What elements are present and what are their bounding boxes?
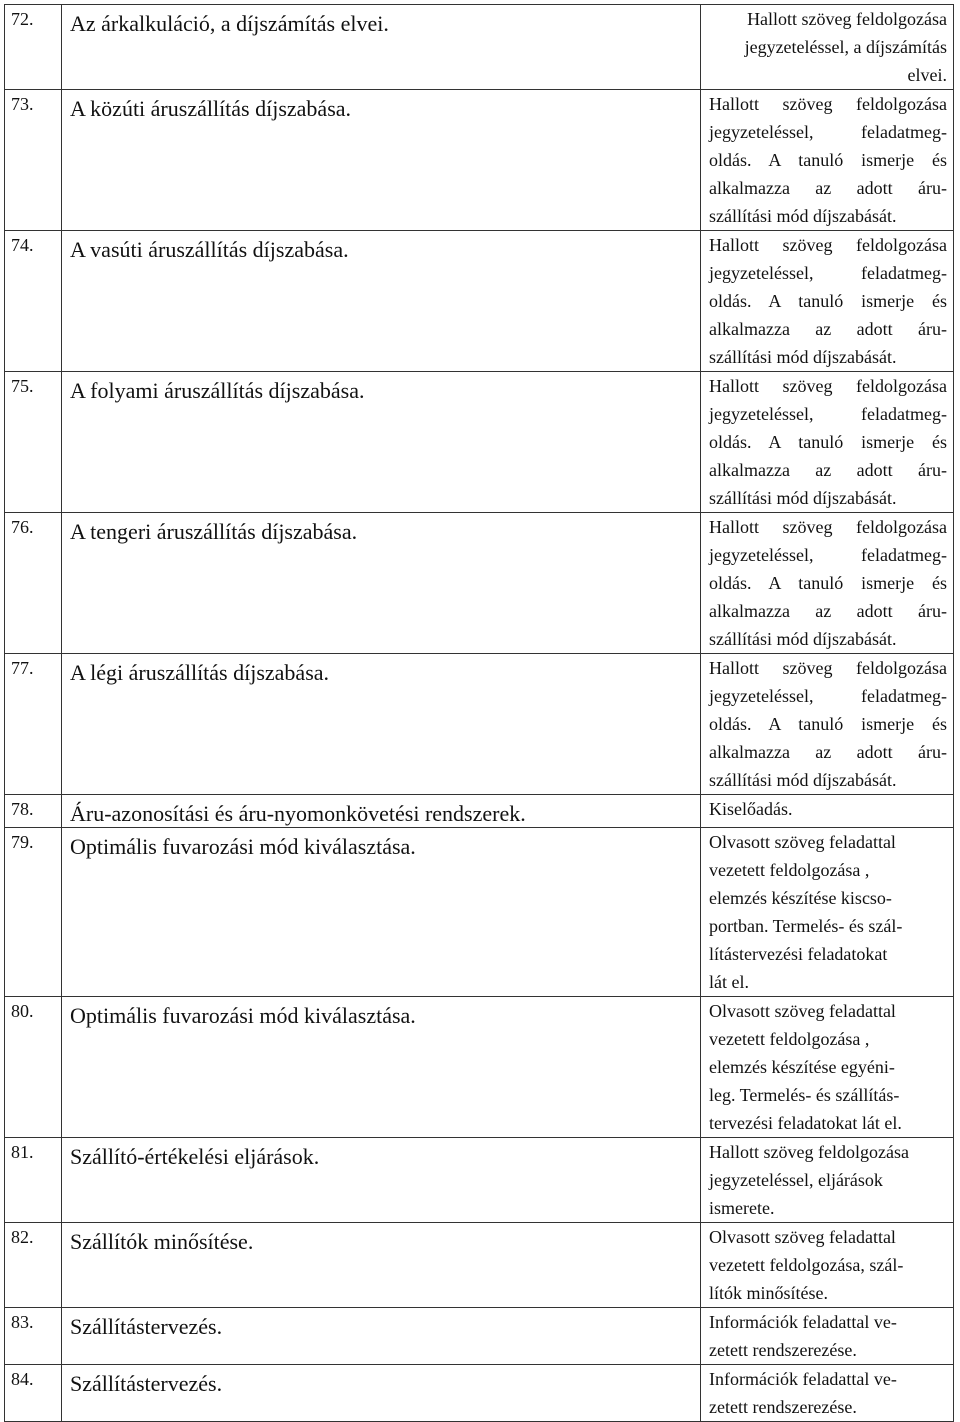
method-line: jegyzeteléssel, feladatmeg- — [709, 686, 947, 706]
row-number: 72. — [5, 5, 62, 90]
method-line: vezetett feldolgozása , — [709, 1029, 870, 1049]
row-number: 73. — [5, 90, 62, 231]
row-number: 75. — [5, 372, 62, 513]
row-method — [701, 5, 954, 90]
table-row — [5, 828, 954, 997]
row-topic: Szállítók minősítése. — [62, 1223, 701, 1308]
method-line: alkalmazza az adott áru- — [709, 178, 947, 198]
method-line: ismerete. — [709, 1198, 775, 1218]
method-line: alkalmazza az adott áru- — [709, 319, 947, 339]
row-topic: Szállítástervezés. — [62, 1308, 701, 1365]
method-line: lát el. — [709, 972, 749, 992]
curriculum-table — [4, 4, 954, 1422]
row-topic: Szállítástervezés. — [62, 1365, 701, 1422]
table-row — [5, 1223, 954, 1308]
table-row — [5, 513, 954, 654]
table-row — [5, 231, 954, 372]
method-line: oldás. A tanuló ismerje és — [709, 432, 947, 452]
table-row — [5, 372, 954, 513]
method-line: zetett rendszerezése. — [709, 1397, 857, 1417]
method-line: szállítási mód díjszabását. — [709, 629, 897, 649]
method-line: Hallott szöveg feldolgozása — [709, 94, 947, 114]
curriculum-rows — [5, 5, 954, 1422]
row-topic: A tengeri áruszállítás díjszabása. — [62, 513, 701, 654]
method-line: oldás. A tanuló ismerje és — [709, 714, 947, 734]
row-method — [701, 1223, 954, 1308]
method-line: jegyzeteléssel, feladatmeg- — [709, 122, 947, 142]
row-method — [701, 513, 954, 654]
row-number: 77. — [5, 654, 62, 795]
row-number: 74. — [5, 231, 62, 372]
method-line: jegyzeteléssel, a díjszámítás — [744, 37, 947, 57]
row-method — [701, 997, 954, 1138]
row-topic: A vasúti áruszállítás díjszabása. — [62, 231, 701, 372]
method-line: alkalmazza az adott áru- — [709, 742, 947, 762]
method-line: jegyzeteléssel, feladatmeg- — [709, 263, 947, 283]
table-row — [5, 1308, 954, 1365]
table-row — [5, 795, 954, 828]
method-line: Olvasott szöveg feladattal — [709, 832, 896, 852]
method-line: oldás. A tanuló ismerje és — [709, 150, 947, 170]
row-topic: Áru-azonosítási és áru-nyomonkövetési rendszerek. — [62, 795, 701, 828]
method-line: Információk feladattal ve- — [709, 1312, 897, 1332]
table-row — [5, 997, 954, 1138]
row-topic: A közúti áruszállítás díjszabása. — [62, 90, 701, 231]
row-number: 83. — [5, 1308, 62, 1365]
method-line: oldás. A tanuló ismerje és — [709, 573, 947, 593]
row-topic: Optimális fuvarozási mód kiválasztása. — [62, 997, 701, 1138]
row-method — [701, 90, 954, 231]
table-row — [5, 90, 954, 231]
row-method — [701, 1308, 954, 1365]
table-row — [5, 1138, 954, 1223]
row-number: 81. — [5, 1138, 62, 1223]
row-method — [701, 1365, 954, 1422]
method-line: Olvasott szöveg feladattal — [709, 1227, 896, 1247]
row-topic: Szállító-értékelési eljárások. — [62, 1138, 701, 1223]
row-number: 78. — [5, 795, 62, 828]
method-line: Hallott szöveg feldolgozása — [709, 235, 947, 255]
method-line: Hallott szöveg feldolgozása — [709, 517, 947, 537]
method-line: szállítási mód díjszabását. — [709, 770, 897, 790]
method-line: tervezési feladatokat lát el. — [709, 1113, 902, 1133]
row-method — [701, 654, 954, 795]
row-topic: Optimális fuvarozási mód kiválasztása. — [62, 828, 701, 997]
method-line: elemzés készítése kiscso- — [709, 888, 892, 908]
method-line: szállítási mód díjszabását. — [709, 488, 897, 508]
row-topic: Az árkalkuláció, a díjszámítás elvei. — [62, 5, 701, 90]
row-method — [701, 828, 954, 997]
method-line: lítók minősítése. — [709, 1283, 828, 1303]
method-line: alkalmazza az adott áru- — [709, 460, 947, 480]
method-line: zetett rendszerezése. — [709, 1340, 857, 1360]
row-number: 84. — [5, 1365, 62, 1422]
method-line: jegyzeteléssel, feladatmeg- — [709, 404, 947, 424]
row-method — [701, 795, 954, 828]
row-number: 76. — [5, 513, 62, 654]
method-line: Hallott szöveg feldolgozása — [709, 376, 947, 396]
method-line: szállítási mód díjszabását. — [709, 347, 897, 367]
method-line: elemzés készítése egyéni- — [709, 1057, 895, 1077]
method-line: lítástervezési feladatokat — [709, 944, 888, 964]
row-number: 80. — [5, 997, 62, 1138]
method-line: elvei. — [907, 65, 947, 85]
method-line: oldás. A tanuló ismerje és — [709, 291, 947, 311]
method-line: szállítási mód díjszabását. — [709, 206, 897, 226]
table-row — [5, 654, 954, 795]
row-topic: A légi áruszállítás díjszabása. — [62, 654, 701, 795]
method-line: Kiselőadás. — [709, 799, 793, 819]
method-line: portban. Termelés- és szál- — [709, 916, 903, 936]
table-row — [5, 1365, 954, 1422]
row-number: 79. — [5, 828, 62, 997]
row-number: 82. — [5, 1223, 62, 1308]
method-line: Olvasott szöveg feladattal — [709, 1001, 896, 1021]
row-method — [701, 231, 954, 372]
table-row — [5, 5, 954, 90]
method-line: jegyzeteléssel, feladatmeg- — [709, 545, 947, 565]
row-topic: A folyami áruszállítás díjszabása. — [62, 372, 701, 513]
row-method — [701, 1138, 954, 1223]
method-line: Hallott szöveg feldolgozása — [709, 1142, 909, 1162]
method-line: vezetett feldolgozása, szál- — [709, 1255, 904, 1275]
method-line: Hallott szöveg feldolgozása — [709, 658, 947, 678]
method-line: alkalmazza az adott áru- — [709, 601, 947, 621]
method-line: Információk feladattal ve- — [709, 1369, 897, 1389]
method-line: Hallott szöveg feldolgozása — [747, 9, 947, 29]
row-method — [701, 372, 954, 513]
method-line: vezetett feldolgozása , — [709, 860, 870, 880]
method-line: jegyzeteléssel, eljárások — [709, 1170, 883, 1190]
method-line: leg. Termelés- és szállítás- — [709, 1085, 900, 1105]
